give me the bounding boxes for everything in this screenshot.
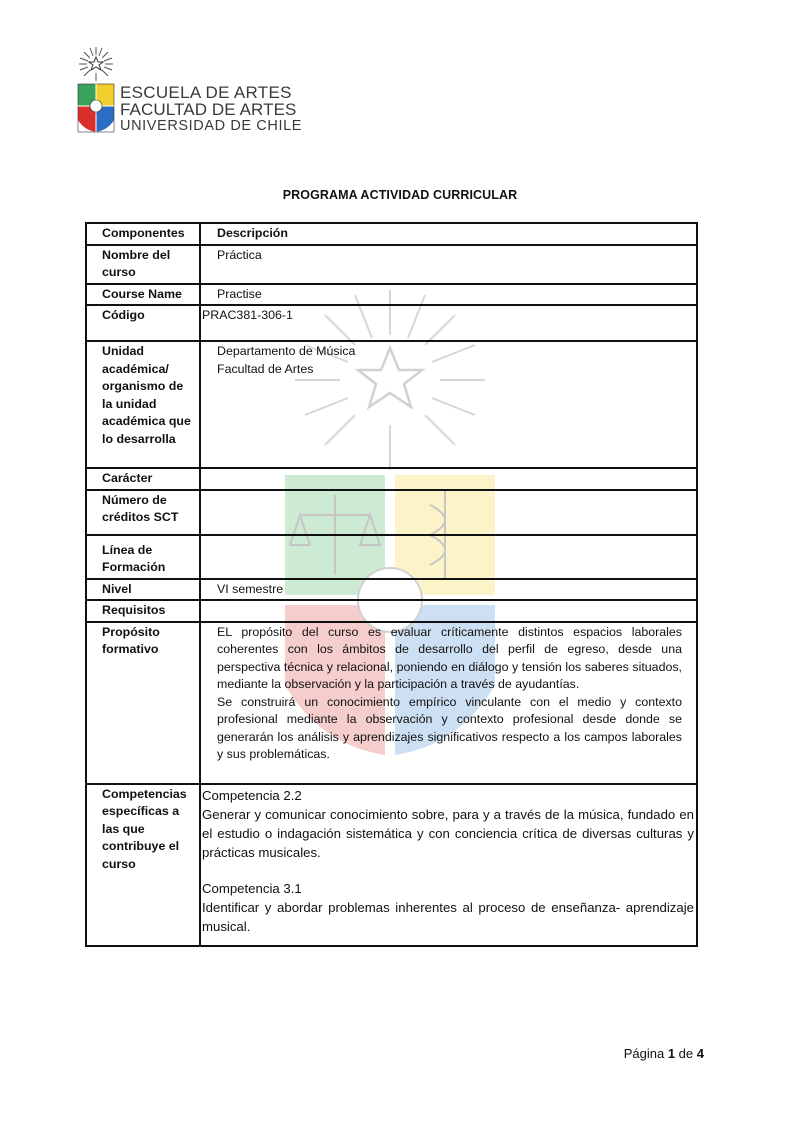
competencia-1-text: Generar y comunicar conocimiento sobre, para y a través de la música, fundado en el estudio o indagación sistemática y con conciencia crítica de diversas culturas y prácticas musicales. bbox=[202, 806, 694, 860]
row-value-linea bbox=[201, 536, 696, 538]
logo-wordmark bbox=[120, 84, 302, 135]
table-row bbox=[86, 284, 697, 306]
page-number bbox=[624, 1046, 704, 1061]
table-row bbox=[86, 535, 697, 579]
competencia-2-text: Identificar y abordar problemas inherentes al proceso de enseñanza- aprendizaje musical. bbox=[202, 899, 694, 934]
table-row bbox=[86, 305, 697, 341]
row-value-creditos bbox=[201, 491, 696, 493]
university-logo bbox=[74, 44, 303, 139]
page-total: 4 bbox=[696, 1046, 704, 1061]
row-value-caracter bbox=[201, 469, 696, 471]
row-label-competencias: Competencias específicas a las que contribuye el curso bbox=[102, 786, 187, 871]
row-value-nombre: Práctica bbox=[217, 247, 262, 262]
table-row bbox=[86, 468, 697, 490]
row-value-unidad-line2: Facultad de Artes bbox=[217, 361, 314, 376]
table-row bbox=[86, 622, 697, 784]
table-row bbox=[86, 784, 697, 946]
document-title: PROGRAMA ACTIVIDAD CURRICULAR bbox=[282, 188, 518, 202]
row-label-proposito: Propósito formativo bbox=[102, 624, 160, 656]
row-label-nivel: Nivel bbox=[102, 581, 132, 596]
row-label-course-name: Course Name bbox=[102, 286, 182, 301]
row-label-unidad: Unidad académica/ organismo de la unidad académica que lo desarrolla bbox=[102, 344, 191, 446]
row-value-codigo: PRAC381-306-1 bbox=[202, 308, 293, 322]
curriculum-table bbox=[85, 222, 698, 947]
logo-line-university: UNIVERSIDAD DE CHILE bbox=[120, 118, 303, 134]
table-row bbox=[86, 600, 697, 622]
row-label-creditos: Número de créditos SCT bbox=[102, 492, 179, 524]
row-label-nombre: Nombre del curso bbox=[102, 247, 171, 279]
header-description: Descripción bbox=[217, 226, 288, 240]
row-value-nivel: VI semestre bbox=[217, 581, 284, 596]
row-label-requisitos: Requisitos bbox=[102, 603, 166, 617]
logo-line-school: ESCUELA DE ARTES bbox=[120, 83, 292, 102]
page-prefix: Página bbox=[623, 1046, 665, 1061]
table-row bbox=[86, 245, 697, 284]
logo-line-faculty: FACULTAD DE ARTES bbox=[120, 100, 297, 119]
header-components: Componentes bbox=[102, 226, 185, 240]
proposito-paragraph-2: Se construirá un conocimiento empírico vinculante con el medio y contexto profesional mediante la observación y contexto profesional desde donde se generarán los análisis y aprendizajes significativos respecto a los campos laborales y sus problemáticas. bbox=[217, 694, 682, 761]
page-current: 1 bbox=[667, 1046, 676, 1061]
competencia-2-title: Competencia 3.1 bbox=[202, 880, 302, 896]
row-value-requisitos bbox=[201, 601, 696, 603]
proposito-paragraph-1: EL propósito del curso es evaluar críticamente distintos espacios laborales coherentes con los ámbitos de desarrollo del perfil de egreso, desde una perspectiva técnica y relacional, poniendo en diálogo y tensión los saberes situados, mediante la observación y la participación a través de ayudantías. bbox=[217, 624, 682, 691]
table-header-row bbox=[86, 223, 697, 245]
competencia-1-title: Competencia 2.2 bbox=[202, 787, 302, 803]
row-label-codigo: Código bbox=[102, 308, 145, 322]
page-of: de bbox=[678, 1046, 694, 1061]
row-value-unidad-line1: Departamento de Música bbox=[217, 344, 356, 358]
row-label-caracter: Carácter bbox=[102, 471, 153, 485]
table-row bbox=[86, 490, 697, 535]
row-value-course-name: Practise bbox=[217, 286, 262, 301]
row-label-linea: Línea de Formación bbox=[102, 542, 166, 574]
table-row bbox=[86, 579, 697, 601]
table-row bbox=[86, 341, 697, 468]
